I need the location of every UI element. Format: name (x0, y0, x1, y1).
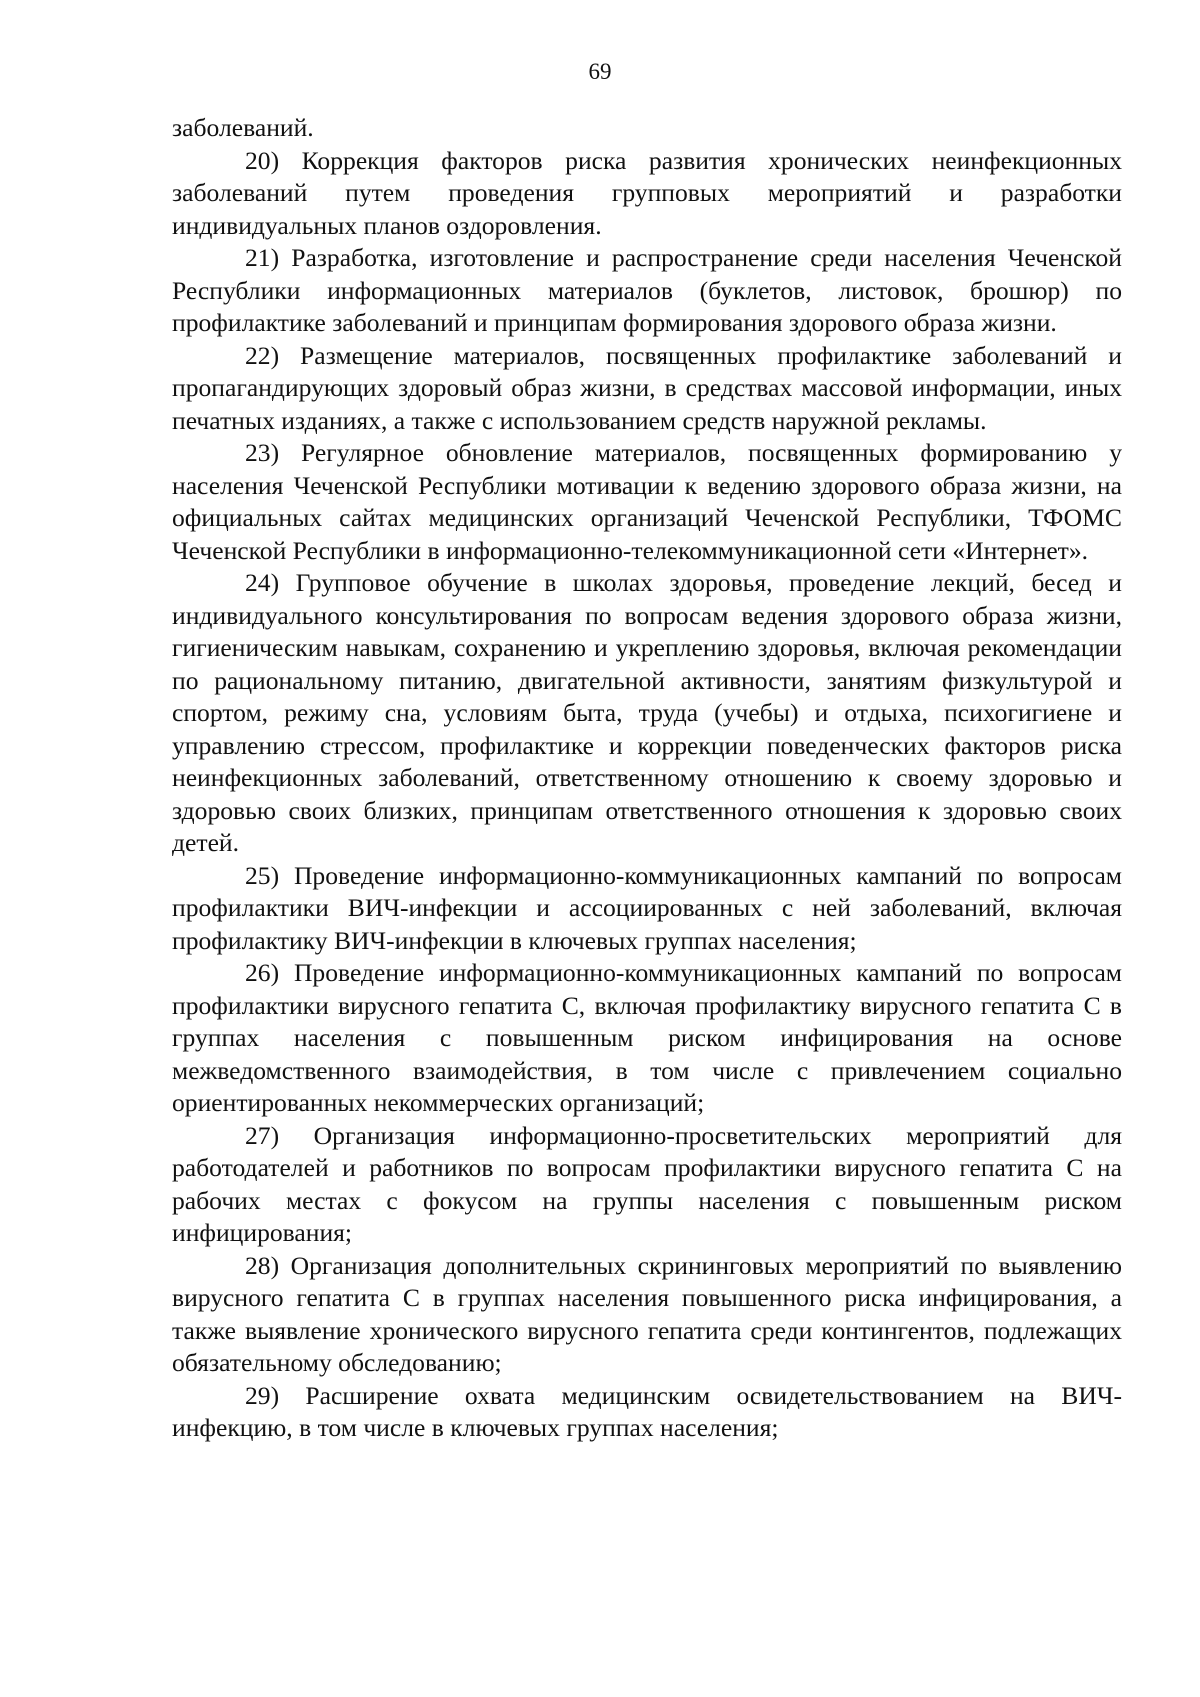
paragraph-item-25: 25) Проведение информационно-коммуникационных кампаний по вопросам профилактики ВИЧ-инфекции и ассоциированных с ней заболеваний, включая профилактику ВИЧ-инфекции в ключевых группах населения; (172, 860, 1122, 955)
paragraph-item-22: 22) Размещение материалов, посвященных профилактике заболеваний и пропагандирующих здоровый образ жизни, в средствах массовой информации, иных печатных изданиях, а также с использованием средств наружной рекламы. (172, 340, 1122, 435)
page-number: 69 (588, 59, 612, 84)
paragraph-continuation: заболеваний. (172, 113, 314, 142)
paragraph-item-28: 28) Организация дополнительных скрининговых мероприятий по выявлению вирусного гепатита С в группах населения повышенного риска инфицирования, а также выявление хронического вирусного гепатита среди контингентов, подлежащих обязательному обследованию; (172, 1250, 1122, 1377)
paragraph-item-24: 24) Групповое обучение в школах здоровья, проведение лекций, бесед и индивидуального консультирования по вопросам ведения здорового образа жизни, гигиеническим навыкам, сохранению и укреплению здоровья, включая рекомендации по рациональному питанию, двигательной активности, занятиям физкультурой и спортом, режиму сна, условиям быта, труда (учебы) и отдыха, психогигиене и управлению стрессом, профилактике и коррекции поведенческих факторов риска неинфекционных заболеваний, ответственному отношению к своему здоровью и здоровью своих близких, принципам ответственного отношения к здоровью своих детей. (172, 568, 1122, 857)
paragraph-item-26: 26) Проведение информационно-коммуникационных кампаний по вопросам профилактики вирусного гепатита С, включая профилактику вирусного гепатита С в группах населения с повышенным риском инфицирования на основе межведомственного взаимодействия, в том числе с привлечением социально ориентированных некоммерческих организаций; (172, 958, 1122, 1117)
paragraph-item-29: 29) Расширение охвата медицинским освидетельствованием на ВИЧ-инфекцию, в том числе в ключевых группах населения; (172, 1380, 1122, 1442)
paragraph-item-20: 20) Коррекция факторов риска развития хронических неинфекционных заболеваний путем проведения групповых мероприятий и разработки индивидуальных планов оздоровления. (172, 145, 1122, 240)
document-body (172, 112, 1122, 1445)
paragraph-item-27: 27) Организация информационно-просветительских мероприятий для работодателей и работников по вопросам профилактики вирусного гепатита С на рабочих местах с фокусом на группы населения с повышенным риском инфицирования; (172, 1120, 1122, 1247)
paragraph-item-21: 21) Разработка, изготовление и распространение среди населения Чеченской Республики информационных материалов (буклетов, листовок, брошюр) по профилактике заболеваний и принципам формирования здорового образа жизни. (172, 243, 1122, 337)
paragraph-item-23: 23) Регулярное обновление материалов, посвященных формированию у населения Чеченской Республики мотивации к ведению здорового образа жизни, на официальных сайтах медицинских организаций Чеченской Республики, ТФОМС Чеченской Республики в информационно-телекоммуникационной сети «Интернет». (172, 438, 1122, 565)
